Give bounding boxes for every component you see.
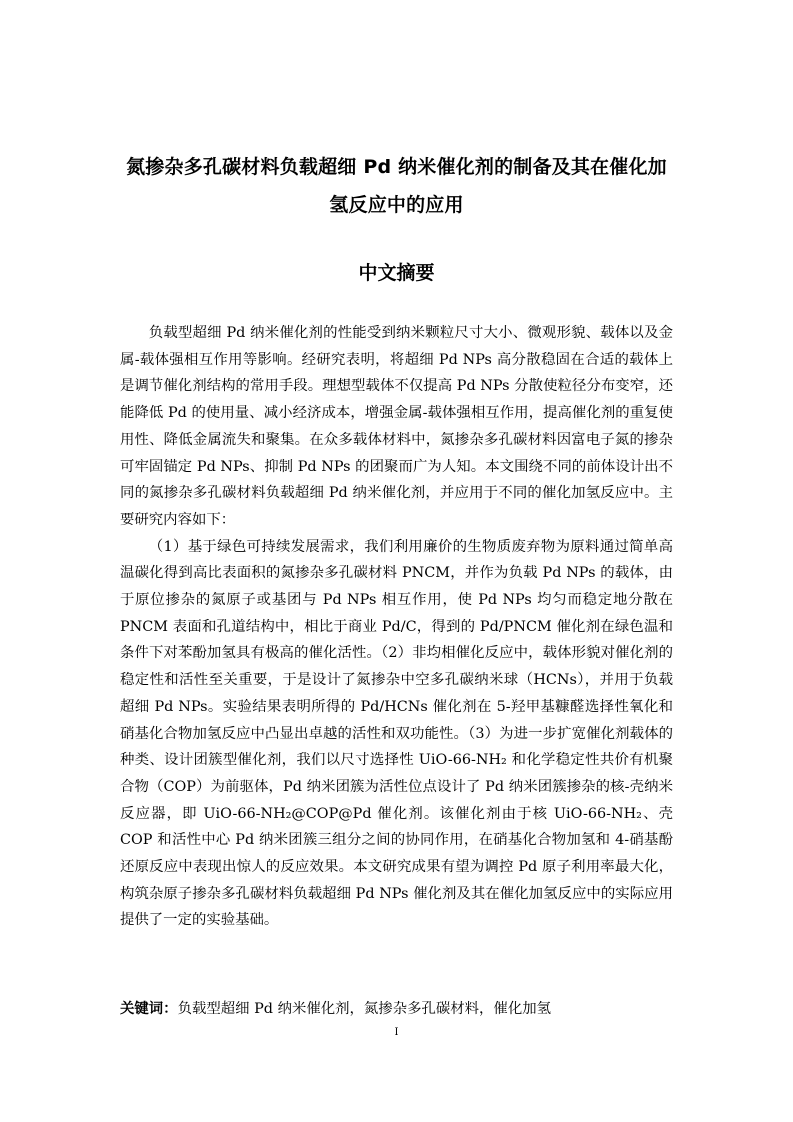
abstract-paragraph-1: 负载型超细 Pd 纳米催化剂的性能受到纳米颗粒尺寸大小、微观形貌、载体以及金属-载体强相互作用等影响。经研究表明，将超细 Pd NPs 高分散稳固在合适的载体上是调节催化剂结构的常用手段。理想型载体不仅提高 Pd NPs 分散使粒径分布变窄，还能降低 Pd 的使用量、减小经济成本，增强金属-载体强相互作用，提高催化剂的重复使用性、降低金属流失和聚集。在众多载体材料中，氮掺杂多孔碳材料因富电子氮的掺杂可牢固锚定 Pd NPs、抑制 Pd NPs 的团聚而广为人知。本文围绕不同的前体设计出不同的氮掺杂多孔碳材料负载超细 Pd 纳米催化剂，并应用于不同的催化加氢反应中。主要研究内容如下：: [120, 325, 673, 528]
page-number: I: [394, 1027, 399, 1038]
abstract-body: [120, 320, 673, 934]
keywords-text: 负载型超细 Pd 纳米催化剂，氮掺杂多孔碳材料，催化加氢: [177, 1001, 551, 1017]
section-heading: 中文摘要: [358, 262, 435, 284]
keywords-line: [120, 996, 673, 1022]
keywords-label: 关键词：: [120, 1001, 178, 1017]
abstract-paragraph-2: （1）基于绿色可持续发展需求，我们利用廉价的生物质废弃物为原料通过简单高温碳化得到高比表面积的氮掺杂多孔碳材料 PNCM，并作为负载 Pd NPs 的载体，由于原位掺杂的氮原子或基团与 Pd NPs 相互作用，使 Pd NPs 均匀而稳定地分散在 PNCM 表面和孔道结构中，相比于商业 Pd/C，得到的 Pd/PNCM 催化剂在绿色温和条件下对苯酚加氢具有极高的催化活性。（2）非均相催化反应中，载体形貌对催化剂的稳定性和活性至关重要，于是设计了氮掺杂中空多孔碳纳米球（HCNs），并用于负载超细 Pd NPs。实验结果表明所得的 Pd/HCNs 催化剂在 5-羟甲基糠醛选择性氧化和硝基化合物加氢反应中凸显出卓越的活性和双功能性。（3）为进一步扩宽催化剂载体的种类、设计团簇型催化剂，我们以尺寸选择性 UiO-66-NH₂ 和化学稳定性共价有机聚合物（COP）为前驱体，Pd 纳米团簇为活性位点设计了 Pd 纳米团簇掺杂的核-壳纳米反应器，即 UiO-66-NH₂@COP@Pd 催化剂。该催化剂由于核 UiO-66-NH₂、壳 COP 和活性中心 Pd 纳米团簇三组分之间的协同作用，在硝基化合物加氢和 4-硝基酚还原反应中表现出惊人的反应效果。本文研究成果有望为调控 Pd 原子利用率最大化，构筑杂原子掺杂多孔碳材料负载超细 Pd NPs 催化剂及其在催化加氢反应中的实际应用提供了一定的实验基础。: [120, 538, 673, 929]
document-title: 氮掺杂多孔碳材料负载超细 Pd 纳米催化剂的制备及其在催化加氢反应中的应用: [126, 156, 667, 216]
